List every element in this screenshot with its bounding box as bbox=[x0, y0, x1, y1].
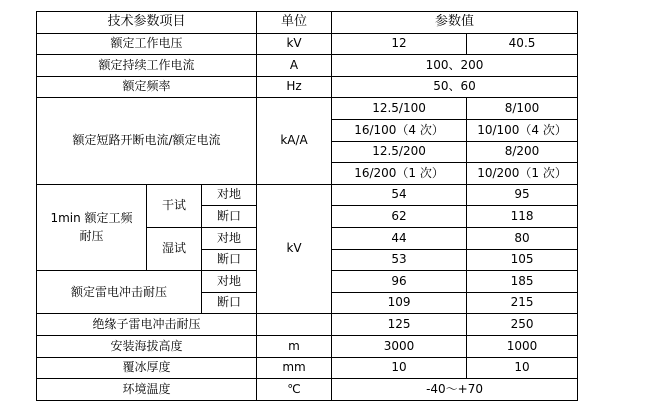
row-unit: kV bbox=[257, 184, 332, 314]
row-value-2: 95 bbox=[467, 184, 578, 206]
row-value-2: 40.5 bbox=[467, 33, 578, 55]
row-value-1: 109 bbox=[332, 292, 467, 314]
row-value-1: 44 bbox=[332, 227, 467, 249]
row-value-1: 10 bbox=[332, 357, 467, 379]
dry-test-label: 干试 bbox=[147, 184, 202, 227]
row-label: 覆冰厚度 bbox=[37, 357, 257, 379]
row-label: 额定短路开断电流/额定电流 bbox=[37, 98, 257, 184]
row-value-1: 12.5/200 bbox=[332, 141, 467, 163]
row-value-1: 3000 bbox=[332, 335, 467, 357]
power-freq-label bbox=[37, 184, 147, 270]
row-value-2: 250 bbox=[467, 314, 578, 336]
table-header-row bbox=[37, 12, 578, 34]
sub-label: 断口 bbox=[202, 206, 257, 228]
row-unit: kA/A bbox=[257, 98, 332, 184]
row-value-1: 125 bbox=[332, 314, 467, 336]
table-row bbox=[37, 33, 578, 55]
table-row bbox=[37, 184, 578, 206]
row-value-1: 62 bbox=[332, 206, 467, 228]
row-unit-empty bbox=[257, 314, 332, 336]
row-unit: ℃ bbox=[257, 379, 332, 401]
row-value-1: 96 bbox=[332, 271, 467, 293]
row-value-1: 16/100（4 次） bbox=[332, 119, 467, 141]
power-freq-label-line1: 1min 额定工频 bbox=[50, 211, 133, 226]
header-unit: 单位 bbox=[257, 12, 332, 34]
row-label: 额定雷电冲击耐压 bbox=[37, 271, 202, 314]
sub-label: 对地 bbox=[202, 227, 257, 249]
row-label: 额定工作电压 bbox=[37, 33, 257, 55]
row-value-2: 8/200 bbox=[467, 141, 578, 163]
header-item: 技术参数项目 bbox=[37, 12, 257, 34]
row-unit: Hz bbox=[257, 76, 332, 98]
row-label: 环境温度 bbox=[37, 379, 257, 401]
header-value: 参数值 bbox=[332, 12, 578, 34]
row-value-2: 10/200（1 次） bbox=[467, 163, 578, 185]
table-row bbox=[37, 314, 578, 336]
table-row bbox=[37, 55, 578, 77]
sub-label: 对地 bbox=[202, 271, 257, 293]
row-unit: kV bbox=[257, 33, 332, 55]
table-row bbox=[37, 335, 578, 357]
row-value-2: 1000 bbox=[467, 335, 578, 357]
row-value-1: 12.5/100 bbox=[332, 98, 467, 120]
row-value-1: 16/200（1 次） bbox=[332, 163, 467, 185]
row-label: 额定频率 bbox=[37, 76, 257, 98]
row-value-1: 12 bbox=[332, 33, 467, 55]
row-value-2: 185 bbox=[467, 271, 578, 293]
sub-label: 对地 bbox=[202, 184, 257, 206]
row-label: 额定持续工作电流 bbox=[37, 55, 257, 77]
power-freq-label-line2: 耐压 bbox=[79, 229, 104, 244]
row-value-2: 215 bbox=[467, 292, 578, 314]
row-value-1: 53 bbox=[332, 249, 467, 271]
wet-test-label: 湿试 bbox=[147, 227, 202, 270]
table-row bbox=[37, 98, 578, 120]
row-value-2: 105 bbox=[467, 249, 578, 271]
row-value-2: 8/100 bbox=[467, 98, 578, 120]
row-value: 50、60 bbox=[332, 76, 578, 98]
row-unit: m bbox=[257, 335, 332, 357]
table-row bbox=[37, 379, 578, 401]
row-value-2: 10 bbox=[467, 357, 578, 379]
sub-label: 断口 bbox=[202, 292, 257, 314]
row-value: 100、200 bbox=[332, 55, 578, 77]
row-label: 绝缘子雷电冲击耐压 bbox=[37, 314, 257, 336]
row-unit: mm bbox=[257, 357, 332, 379]
spec-table bbox=[36, 11, 578, 401]
row-label: 安装海拔高度 bbox=[37, 335, 257, 357]
row-value-2: 80 bbox=[467, 227, 578, 249]
row-value: -40～+70 bbox=[332, 379, 578, 401]
row-value-2: 10/100（4 次） bbox=[467, 119, 578, 141]
sub-label: 断口 bbox=[202, 249, 257, 271]
table-row bbox=[37, 76, 578, 98]
row-value-1: 54 bbox=[332, 184, 467, 206]
row-unit: A bbox=[257, 55, 332, 77]
row-value-2: 118 bbox=[467, 206, 578, 228]
table-row bbox=[37, 357, 578, 379]
